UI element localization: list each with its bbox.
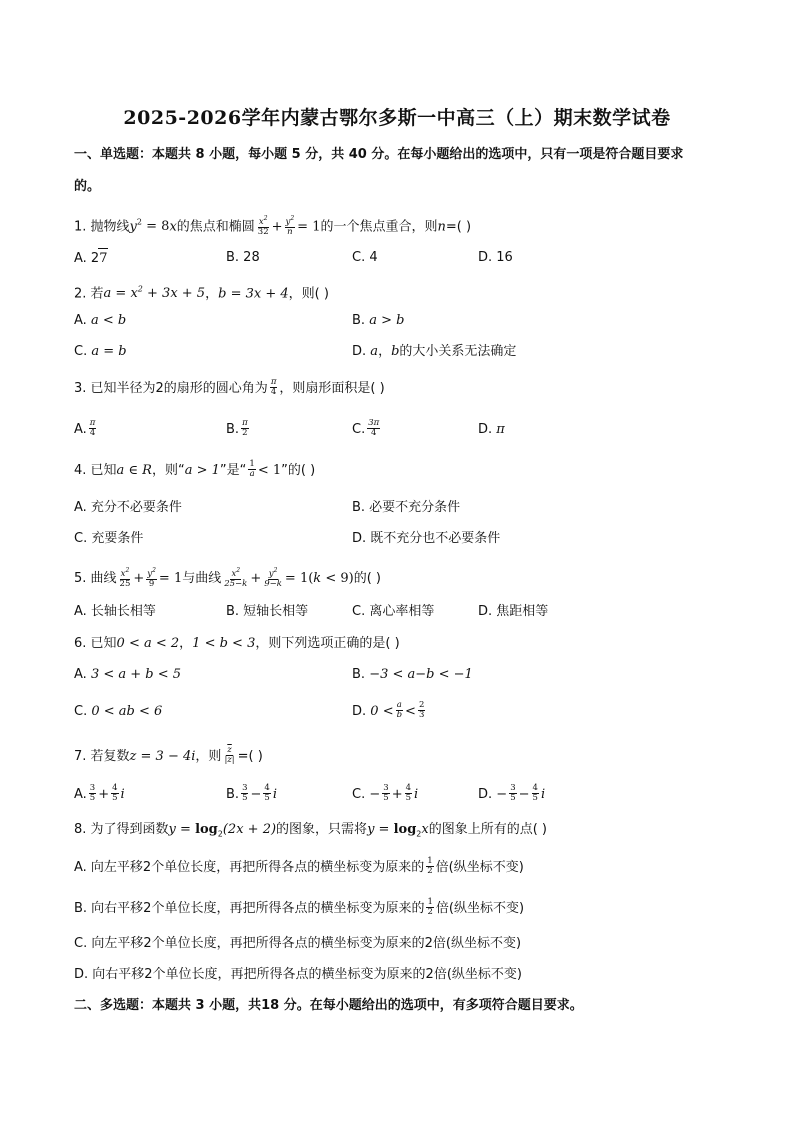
frac-3-5: $\frac{3}{5}$ bbox=[89, 783, 96, 803]
q7-d-minus: − bbox=[496, 787, 508, 802]
q3-option-b-label: B. bbox=[226, 422, 240, 437]
q7-frac-zbar-absz: $\frac{\overline{z}}{|z|}$ bbox=[224, 745, 235, 765]
q7-c-minus: − bbox=[369, 787, 381, 802]
q7-a-plus: + bbox=[98, 787, 110, 802]
q8-option-b-suffix: 倍(纵坐标不变) bbox=[435, 901, 525, 916]
q2-option-a bbox=[74, 311, 126, 331]
q8-option-a-suffix: 倍(纵坐标不变) bbox=[435, 860, 524, 875]
q6-option-a-label: A. bbox=[74, 667, 87, 682]
q1-math-x: x bbox=[169, 219, 177, 235]
section1-heading-cont: 的。 bbox=[74, 179, 101, 194]
q7-option-c bbox=[352, 785, 418, 805]
q5-stem-c: 的( ) bbox=[353, 570, 381, 586]
q8-option-a bbox=[74, 858, 524, 878]
q2-option-c bbox=[74, 342, 127, 362]
q5-plus: + bbox=[133, 570, 145, 586]
q6-math-a-range: 0 < a < 2 bbox=[116, 636, 180, 651]
question-8 bbox=[74, 820, 547, 845]
q1-plus: + bbox=[271, 219, 283, 235]
q1-eq1: = 1 bbox=[297, 219, 321, 235]
q4-stem-a: 4. 已知 bbox=[74, 463, 117, 478]
q6-option-c-label: C. bbox=[74, 704, 88, 719]
q1-math-sup: $^2$ = 8 bbox=[136, 218, 170, 235]
q8-log2: log bbox=[393, 822, 417, 837]
q3-option-d bbox=[478, 420, 505, 440]
q2-stem: 2. 若 bbox=[74, 286, 104, 302]
q5-frac-x2-25: $\frac{x^2}{25}$ bbox=[119, 567, 131, 589]
q4-option-b: B. 必要不充分条件 bbox=[352, 500, 461, 515]
q1-var-n: n bbox=[437, 219, 446, 235]
q5-plus-2: + bbox=[250, 570, 262, 586]
frac-3-5: $\frac{3}{5}$ bbox=[242, 783, 248, 803]
q5-frac-x2-25-k: $\frac{x^2}{25-k}$ bbox=[224, 567, 248, 589]
frac-2-3: $\frac{2}{3}$ bbox=[418, 700, 425, 720]
q1-stem-a: 1. 抛物线 bbox=[74, 219, 130, 235]
frac-a-b: $\frac{a}{b}$ bbox=[396, 700, 403, 720]
q8-option-c: C. 向左平移2个单位长度，再把所得各点的横坐标变为原来的2倍(纵坐标不变) bbox=[74, 936, 522, 951]
q7-option-c-label: C. bbox=[352, 787, 366, 802]
q7-d-i: i bbox=[540, 787, 546, 802]
q2-option-d: D. a，b的大小关系无法确定 bbox=[352, 344, 517, 359]
q5-stem-b: 与曲线 bbox=[182, 570, 222, 586]
q2-option-b-math: a > b bbox=[369, 313, 405, 328]
q1-math-parabola: y bbox=[129, 219, 137, 235]
q3-option-c bbox=[352, 420, 382, 440]
q2-math-b: b = 3x + 4 bbox=[218, 286, 289, 302]
question-4 bbox=[74, 461, 315, 481]
frac-3-5: $\frac{3}{5}$ bbox=[383, 783, 389, 803]
q1-frac-y2-n: $\frac{y^2}{n}$ bbox=[285, 215, 295, 238]
q2-option-c-label: C. bbox=[74, 344, 88, 359]
q8-math-y2: y = bbox=[367, 822, 394, 837]
q7-b-i: i bbox=[272, 787, 277, 802]
q8-stem-a: 8. 为了得到函数 bbox=[74, 822, 169, 837]
q8-math-y: y = bbox=[168, 822, 196, 837]
q5-stem-a: 5. 曲线 bbox=[74, 570, 117, 586]
q2-stem-b: ，则( ) bbox=[288, 286, 329, 302]
frac-pi-4: $\frac{\pi}{4}$ bbox=[89, 418, 96, 438]
q1-option-d: D. 16 bbox=[478, 250, 513, 265]
q6-comma: ， bbox=[179, 636, 193, 651]
q2-option-d-math: a bbox=[370, 344, 379, 359]
question-2 bbox=[74, 280, 329, 304]
q7-math-z: z = 3 − 4i bbox=[129, 749, 196, 764]
q6-option-b-math: −3 < a−b < −1 bbox=[369, 667, 473, 682]
q2-option-c-math: a = b bbox=[91, 344, 127, 359]
q8-option-b bbox=[74, 899, 524, 919]
question-6 bbox=[74, 634, 400, 654]
q7-c-i: i bbox=[414, 787, 419, 802]
q1-stem-c: 的一个焦点重合，则 bbox=[320, 219, 438, 235]
q5-option-c: C. 离心率相等 bbox=[352, 604, 435, 619]
q4-option-a: A. 充分不必要条件 bbox=[74, 500, 182, 515]
frac-4-5: $\frac{4}{5}$ bbox=[112, 783, 118, 803]
q3-option-b bbox=[226, 420, 251, 440]
q8-sub-2b: 2 bbox=[416, 829, 422, 839]
q7-option-b-label: B. bbox=[226, 787, 240, 802]
q6-option-d bbox=[352, 702, 427, 722]
q8-math-x: x bbox=[421, 822, 429, 837]
q5-option-a: A. 长轴长相等 bbox=[74, 604, 156, 619]
q3-option-a-label: A. bbox=[74, 422, 87, 437]
q3-frac-pi-4: $\frac{\pi}{4}$ bbox=[270, 377, 277, 397]
q1-stem-b: 的焦点和椭圆 bbox=[176, 219, 255, 235]
q6-option-d-math: 0 < bbox=[370, 704, 394, 719]
q4-math-a-gt-1: a > 1 bbox=[184, 463, 220, 478]
q1-stem-d: =( ) bbox=[445, 219, 472, 235]
q2-option-d-text: 的大小关系无法确定 bbox=[399, 344, 517, 359]
q3-stem-a: 3. 已知半径为2的扇形的圆心角为 bbox=[74, 381, 268, 396]
q4-lt-1: < 1 bbox=[257, 463, 282, 478]
q7-option-a bbox=[74, 785, 125, 805]
q8-stem-b: 的图象，只需将 bbox=[276, 822, 368, 837]
question-3 bbox=[74, 379, 385, 399]
q5-eq1-cond: = 1(k < 9) bbox=[284, 570, 354, 586]
q1-option-c: C. 4 bbox=[352, 250, 378, 265]
q1-frac-x2-32: $\frac{x^2}{32}$ bbox=[257, 215, 269, 238]
q7-c-plus: + bbox=[391, 787, 403, 802]
q5-frac-y2-9: $\frac{y^2}{9}$ bbox=[147, 567, 156, 589]
q6-stem-a: 6. 已知 bbox=[74, 636, 117, 651]
q8-stem-c: 的图象上所有的点( ) bbox=[428, 822, 547, 837]
q2-math-a: $a = x^2 + 3x + 5$ bbox=[103, 285, 206, 302]
q2-option-d-label: D. bbox=[352, 344, 367, 359]
frac-1-2: $\frac{1}{2}$ bbox=[427, 856, 433, 876]
frac-3-5: $\frac{3}{5}$ bbox=[510, 783, 516, 803]
q6-option-a-math: 3 < a + b < 5 bbox=[90, 667, 182, 682]
q2-option-a-math: a < b bbox=[90, 313, 127, 328]
q6-option-c-math: 0 < ab < 6 bbox=[91, 704, 163, 719]
q4-frac-1-a: $\frac{1}{a}$ bbox=[249, 459, 255, 479]
question-5 bbox=[74, 567, 381, 590]
q7-a-i: i bbox=[120, 787, 125, 802]
q5-option-b: B. 短轴长相等 bbox=[226, 604, 309, 619]
q8-option-d: D. 向右平移2个单位长度，再把所得各点的横坐标变为原来的2倍(纵坐标不变) bbox=[74, 967, 522, 982]
q4-stem-c: ”是“ bbox=[219, 463, 247, 478]
q6-option-a bbox=[74, 665, 181, 685]
frac-pi-2: $\frac{\pi}{2}$ bbox=[242, 418, 248, 438]
q7-d-minus-2: − bbox=[518, 787, 530, 802]
frac-4-5: $\frac{4}{5}$ bbox=[405, 783, 412, 803]
q8-math-arg: (2x + 2) bbox=[222, 822, 277, 837]
q3-option-c-label: C. bbox=[352, 422, 366, 437]
section2-heading: 二、多选题：本题共 3 小题，共18 分。在每小题给出的选项中，有多项符合题目要求。 bbox=[74, 998, 583, 1013]
q3-stem-b: ，则扇形面积是( ) bbox=[279, 381, 385, 396]
frac-4-5: $\frac{4}{5}$ bbox=[264, 783, 270, 803]
q1-option-b: B. 28 bbox=[226, 250, 260, 265]
frac-4-5: $\frac{4}{5}$ bbox=[532, 783, 538, 803]
q3-option-d-math: π bbox=[496, 422, 505, 437]
q7-stem-c: =( ) bbox=[237, 749, 263, 764]
question-7 bbox=[74, 747, 263, 767]
q2-option-d-math-b: b bbox=[391, 344, 400, 359]
q6-option-d-lt: < bbox=[405, 704, 416, 719]
q2-option-b-label: B. bbox=[352, 313, 366, 328]
q2-option-a-label: A. bbox=[74, 313, 87, 328]
q3-option-d-label: D. bbox=[478, 422, 493, 437]
q4-option-c: C. 充要条件 bbox=[74, 531, 144, 546]
frac-3pi-4: $\frac{3\pi}{4}$ bbox=[368, 418, 380, 438]
q6-option-d-label: D. bbox=[352, 704, 367, 719]
q7-option-d bbox=[478, 785, 545, 805]
q1-option-a-text: A. 2 bbox=[74, 251, 100, 266]
q8-option-b-text: B. 向右平移2个单位长度，再把所得各点的横坐标变为原来的 bbox=[74, 901, 425, 916]
q6-option-b bbox=[352, 665, 473, 685]
question-1 bbox=[74, 213, 471, 238]
sqrt-7: 7 bbox=[98, 248, 108, 269]
page-title: 2025-2026学年内蒙古鄂尔多斯一中高三（上）期末数学试卷 bbox=[123, 107, 671, 129]
q7-option-d-label: D. bbox=[478, 787, 493, 802]
q4-stem-b: ，则“ bbox=[151, 463, 185, 478]
q2-comma: ， bbox=[205, 286, 219, 302]
q1-option-a bbox=[74, 248, 108, 269]
q3-option-a bbox=[74, 420, 98, 440]
q5-eq1: = 1 bbox=[158, 570, 183, 586]
q4-math-a-in-r: a ∈ R bbox=[116, 463, 152, 478]
q4-stem-d: ”的( ) bbox=[281, 463, 316, 478]
q7-option-a-label: A. bbox=[74, 787, 87, 802]
q7-b-minus: − bbox=[250, 787, 262, 802]
q7-option-b bbox=[226, 785, 277, 805]
q7-stem-a: 7. 若复数 bbox=[74, 749, 130, 764]
q4-option-d: D. 既不充分也不必要条件 bbox=[352, 531, 501, 546]
q7-stem-b: ，则 bbox=[195, 749, 222, 764]
section1-heading: 一、单选题：本题共 8 小题，每小题 5 分，共 40 分。在每小题给出的选项中，只有一项是符合题目要求 bbox=[74, 147, 684, 162]
q8-option-a-text: A. 向左平移2个单位长度，再把所得各点的横坐标变为原来的 bbox=[74, 860, 425, 875]
q5-frac-y2-9-k: $\frac{y^2}{9-k}$ bbox=[264, 567, 282, 589]
q6-option-c bbox=[74, 702, 162, 722]
q2-option-b bbox=[352, 311, 404, 331]
frac-1-2: $\frac{1}{2}$ bbox=[427, 897, 433, 917]
q6-stem-b: ，则下列选项正确的是( ) bbox=[255, 636, 400, 651]
q5-option-d: D. 焦距相等 bbox=[478, 604, 549, 619]
q8-log: log bbox=[195, 822, 218, 837]
q6-math-b-range: 1 < b < 3 bbox=[192, 636, 256, 651]
q8-sub-2: 2 bbox=[217, 829, 223, 839]
q6-option-b-label: B. bbox=[352, 667, 366, 682]
